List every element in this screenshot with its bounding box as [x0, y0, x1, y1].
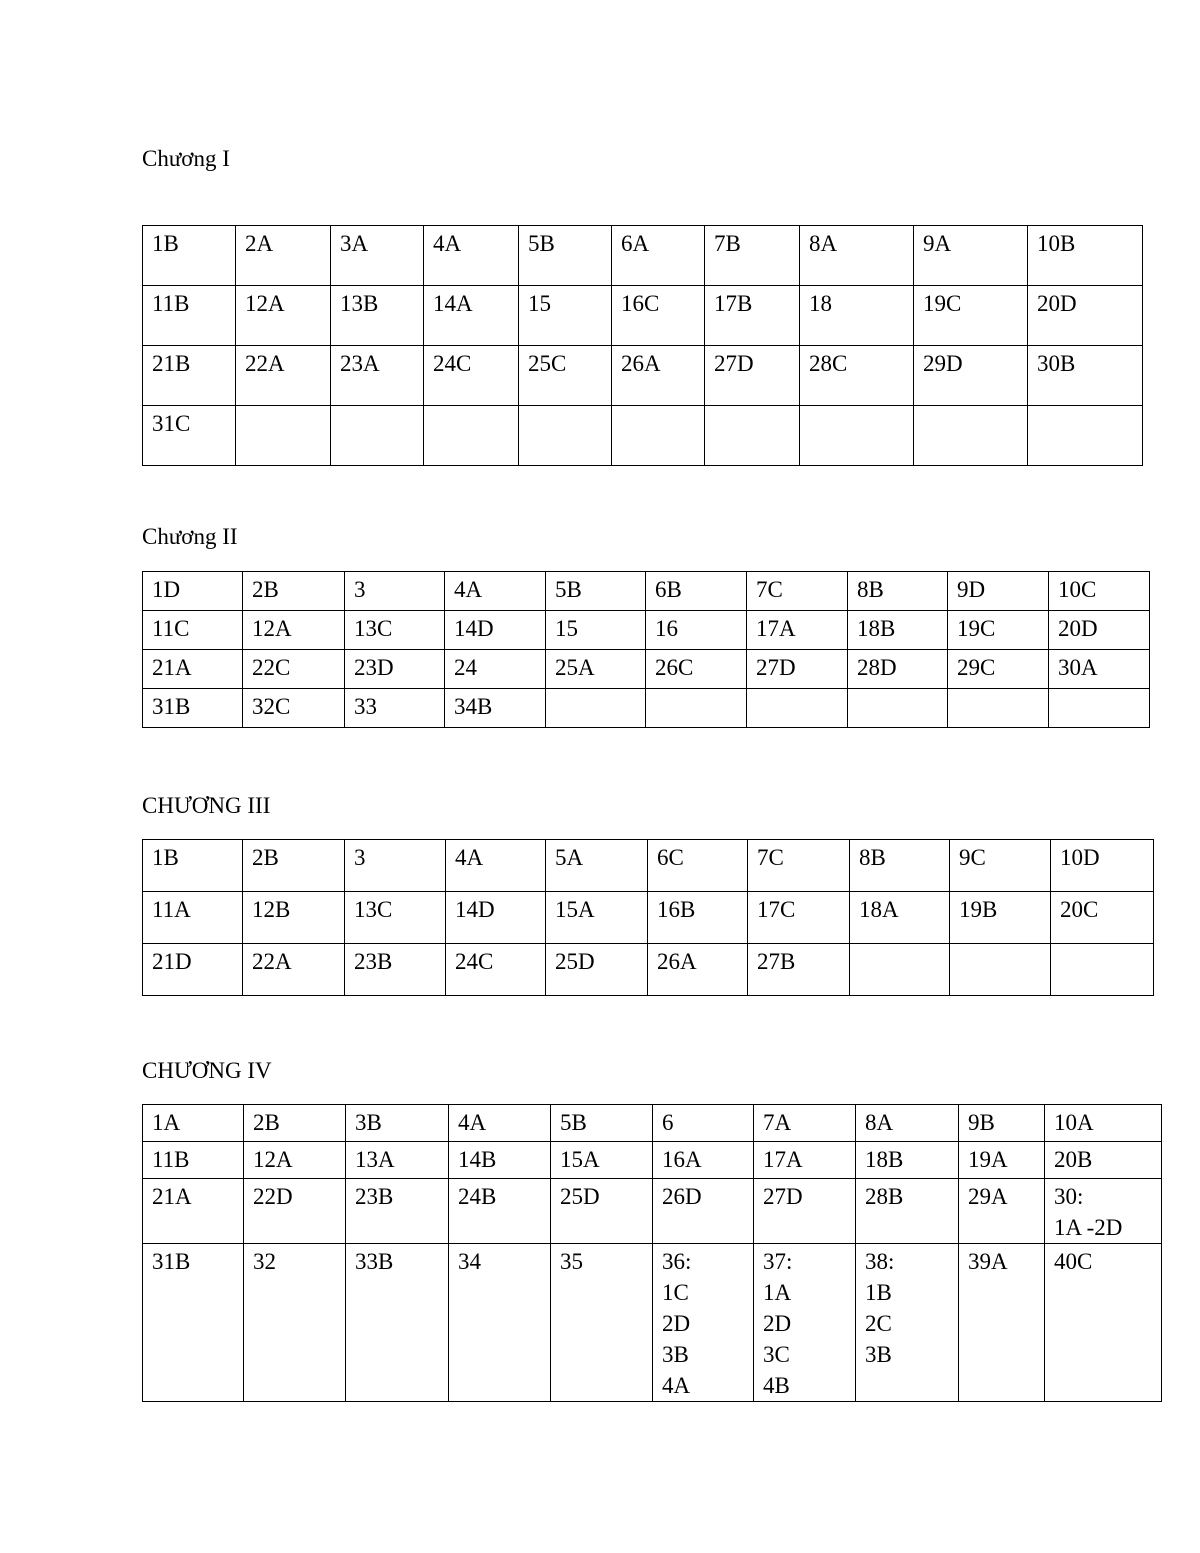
answer-cell: [424, 406, 519, 466]
answer-cell: 34B: [445, 689, 546, 728]
answer-cell: 14A: [424, 286, 519, 346]
answer-cell: 15A: [546, 892, 648, 944]
answer-cell: 18B: [856, 1142, 959, 1179]
answer-cell: 24C: [446, 944, 546, 996]
answer-cell: 15A: [551, 1142, 653, 1179]
answer-cell: [612, 406, 705, 466]
answer-cell: [948, 689, 1049, 728]
table-row: [143, 689, 1150, 728]
answer-cell: 5B: [546, 572, 646, 611]
answer-cell: 4A: [449, 1105, 551, 1142]
answer-cell: 22D: [244, 1179, 346, 1244]
table-row: [143, 1142, 1162, 1179]
answer-cell: 29A: [959, 1179, 1045, 1244]
answer-cell: 24C: [424, 346, 519, 406]
answer-cell: 6B: [646, 572, 747, 611]
answer-cell: 7C: [748, 840, 850, 892]
answer-cell: 22A: [236, 346, 331, 406]
answer-cell: 29D: [914, 346, 1028, 406]
answer-cell: 12A: [243, 611, 345, 650]
answer-cell: 27D: [754, 1179, 856, 1244]
answer-cell: 1B: [143, 226, 236, 286]
answer-cell: 22C: [243, 650, 345, 689]
answer-cell: 20C: [1051, 892, 1154, 944]
answer-cell: 13C: [345, 892, 446, 944]
answer-cell: 31B: [143, 1244, 244, 1402]
answer-cell: 6: [653, 1105, 754, 1142]
answer-cell: 6C: [648, 840, 748, 892]
answer-cell: 2B: [243, 840, 345, 892]
answer-cell: 36: 1C 2D 3B 4A: [653, 1244, 754, 1402]
answer-cell: 6A: [612, 226, 705, 286]
answer-cell: 18A: [850, 892, 950, 944]
answer-cell: 27D: [705, 346, 800, 406]
answer-cell: 30: 1A -2D: [1045, 1179, 1162, 1244]
section-title-chuong-2: Chương II: [142, 524, 238, 549]
answer-cell: 23A: [331, 346, 424, 406]
answer-cell: 1A: [143, 1105, 244, 1142]
answer-cell: 29C: [948, 650, 1049, 689]
answer-cell: 5B: [551, 1105, 653, 1142]
table-row: [143, 1244, 1162, 1402]
answer-cell: 8B: [848, 572, 948, 611]
answer-cell: 4A: [446, 840, 546, 892]
answer-cell: 8A: [856, 1105, 959, 1142]
table-row: [143, 892, 1154, 944]
answer-cell: 10D: [1051, 840, 1154, 892]
answer-cell: 33B: [346, 1244, 449, 1402]
answer-cell: 17B: [705, 286, 800, 346]
answer-cell: 8B: [850, 840, 950, 892]
answer-cell: 21A: [143, 650, 243, 689]
answer-cell: 2B: [244, 1105, 346, 1142]
answer-cell: 2B: [243, 572, 345, 611]
answer-cell: [646, 689, 747, 728]
answer-cell: 16C: [612, 286, 705, 346]
answer-cell: 10A: [1045, 1105, 1162, 1142]
answer-cell: 13C: [345, 611, 445, 650]
answer-cell: 9C: [950, 840, 1051, 892]
answer-cell: 24B: [449, 1179, 551, 1244]
answer-cell: 22A: [243, 944, 345, 996]
answer-cell: 12A: [244, 1142, 346, 1179]
answer-cell: [747, 689, 848, 728]
answer-cell: 15: [519, 286, 612, 346]
answer-cell: 17A: [747, 611, 848, 650]
answer-cell: 28B: [856, 1179, 959, 1244]
table-row: [143, 650, 1150, 689]
answer-cell: 25C: [519, 346, 612, 406]
answer-table-chuong-2: [142, 571, 1150, 728]
answer-cell: 32C: [243, 689, 345, 728]
answer-cell: 8A: [800, 226, 914, 286]
answer-cell: 4A: [424, 226, 519, 286]
answer-cell: 25A: [546, 650, 646, 689]
section-title-chuong-3: CHƯƠNG III: [142, 793, 271, 818]
answer-cell: 7B: [705, 226, 800, 286]
answer-cell: 9A: [914, 226, 1028, 286]
answer-table-chuong-1: [142, 225, 1143, 466]
table-row: [143, 226, 1143, 286]
answer-cell: 20D: [1028, 286, 1143, 346]
table-row: [143, 572, 1150, 611]
answer-cell: 16A: [653, 1142, 754, 1179]
answer-cell: 17A: [754, 1142, 856, 1179]
table-row: [143, 346, 1143, 406]
answer-cell: 13A: [346, 1142, 449, 1179]
answer-cell: 38: 1B 2C 3B: [856, 1244, 959, 1402]
answer-cell: 33: [345, 689, 445, 728]
answer-cell: 4A: [445, 572, 546, 611]
answer-cell: 37: 1A 2D 3C 4B: [754, 1244, 856, 1402]
answer-cell: 23B: [346, 1179, 449, 1244]
answer-cell: 26A: [612, 346, 705, 406]
answer-cell: 23B: [345, 944, 446, 996]
answer-cell: 28D: [848, 650, 948, 689]
answer-cell: [519, 406, 612, 466]
answer-cell: 18: [800, 286, 914, 346]
answer-cell: 20B: [1045, 1142, 1162, 1179]
answer-cell: [1028, 406, 1143, 466]
answer-cell: 17C: [748, 892, 850, 944]
answer-cell: 25D: [551, 1179, 653, 1244]
answer-cell: 35: [551, 1244, 653, 1402]
answer-cell: 3: [345, 840, 446, 892]
answer-cell: 5A: [546, 840, 648, 892]
section-title-chuong-1: Chương I: [142, 146, 230, 171]
answer-cell: 14B: [449, 1142, 551, 1179]
answer-cell: 9D: [948, 572, 1049, 611]
answer-cell: 23D: [345, 650, 445, 689]
answer-cell: 11B: [143, 1142, 244, 1179]
answer-cell: 26D: [653, 1179, 754, 1244]
answer-cell: 19B: [950, 892, 1051, 944]
answer-cell: 7C: [747, 572, 848, 611]
answer-cell: [848, 689, 948, 728]
answer-cell: 32: [244, 1244, 346, 1402]
answer-cell: 7A: [754, 1105, 856, 1142]
table-row: [143, 1179, 1162, 1244]
answer-cell: 11A: [143, 892, 243, 944]
answer-cell: 40C: [1045, 1244, 1162, 1402]
answer-cell: 1D: [143, 572, 243, 611]
table-row: [143, 406, 1143, 466]
answer-cell: 13B: [331, 286, 424, 346]
answer-cell: [1049, 689, 1150, 728]
answer-cell: 11C: [143, 611, 243, 650]
answer-cell: 16B: [648, 892, 748, 944]
answer-cell: [236, 406, 331, 466]
answer-cell: [950, 944, 1051, 996]
answer-cell: 16: [646, 611, 747, 650]
answer-cell: 14D: [446, 892, 546, 944]
answer-cell: [800, 406, 914, 466]
answer-cell: 14D: [445, 611, 546, 650]
answer-cell: [546, 689, 646, 728]
answer-cell: 21B: [143, 346, 236, 406]
answer-cell: 31B: [143, 689, 243, 728]
answer-cell: 19C: [948, 611, 1049, 650]
table-row: [143, 286, 1143, 346]
answer-table-chuong-4: [142, 1104, 1162, 1402]
answer-cell: 1B: [143, 840, 243, 892]
answer-cell: 25D: [546, 944, 648, 996]
answer-cell: 3B: [346, 1105, 449, 1142]
answer-table-chuong-3: [142, 839, 1154, 996]
answer-cell: [331, 406, 424, 466]
answer-cell: 2A: [236, 226, 331, 286]
answer-cell: 18B: [848, 611, 948, 650]
table-row: [143, 611, 1150, 650]
answer-cell: 28C: [800, 346, 914, 406]
answer-cell: 31C: [143, 406, 236, 466]
answer-cell: [1051, 944, 1154, 996]
answer-cell: 26C: [646, 650, 747, 689]
answer-cell: 12A: [236, 286, 331, 346]
answer-cell: 26A: [648, 944, 748, 996]
answer-cell: 34: [449, 1244, 551, 1402]
answer-cell: 24: [445, 650, 546, 689]
table-row: [143, 840, 1154, 892]
answer-cell: 30B: [1028, 346, 1143, 406]
answer-cell: [705, 406, 800, 466]
answer-cell: 10C: [1049, 572, 1150, 611]
answer-cell: 27B: [748, 944, 850, 996]
section-title-chuong-4: CHƯƠNG IV: [142, 1058, 272, 1083]
answer-cell: 3: [345, 572, 445, 611]
answer-cell: [914, 406, 1028, 466]
answer-cell: 39A: [959, 1244, 1045, 1402]
answer-cell: 19A: [959, 1142, 1045, 1179]
answer-cell: [850, 944, 950, 996]
answer-cell: 11B: [143, 286, 236, 346]
answer-cell: 27D: [747, 650, 848, 689]
answer-cell: 21A: [143, 1179, 244, 1244]
answer-cell: 9B: [959, 1105, 1045, 1142]
answer-cell: 15: [546, 611, 646, 650]
answer-cell: 5B: [519, 226, 612, 286]
answer-cell: 20D: [1049, 611, 1150, 650]
answer-cell: 3A: [331, 226, 424, 286]
answer-cell: 10B: [1028, 226, 1143, 286]
answer-cell: 19C: [914, 286, 1028, 346]
answer-cell: 21D: [143, 944, 243, 996]
table-row: [143, 944, 1154, 996]
table-row: [143, 1105, 1162, 1142]
answer-cell: 12B: [243, 892, 345, 944]
answer-cell: 30A: [1049, 650, 1150, 689]
